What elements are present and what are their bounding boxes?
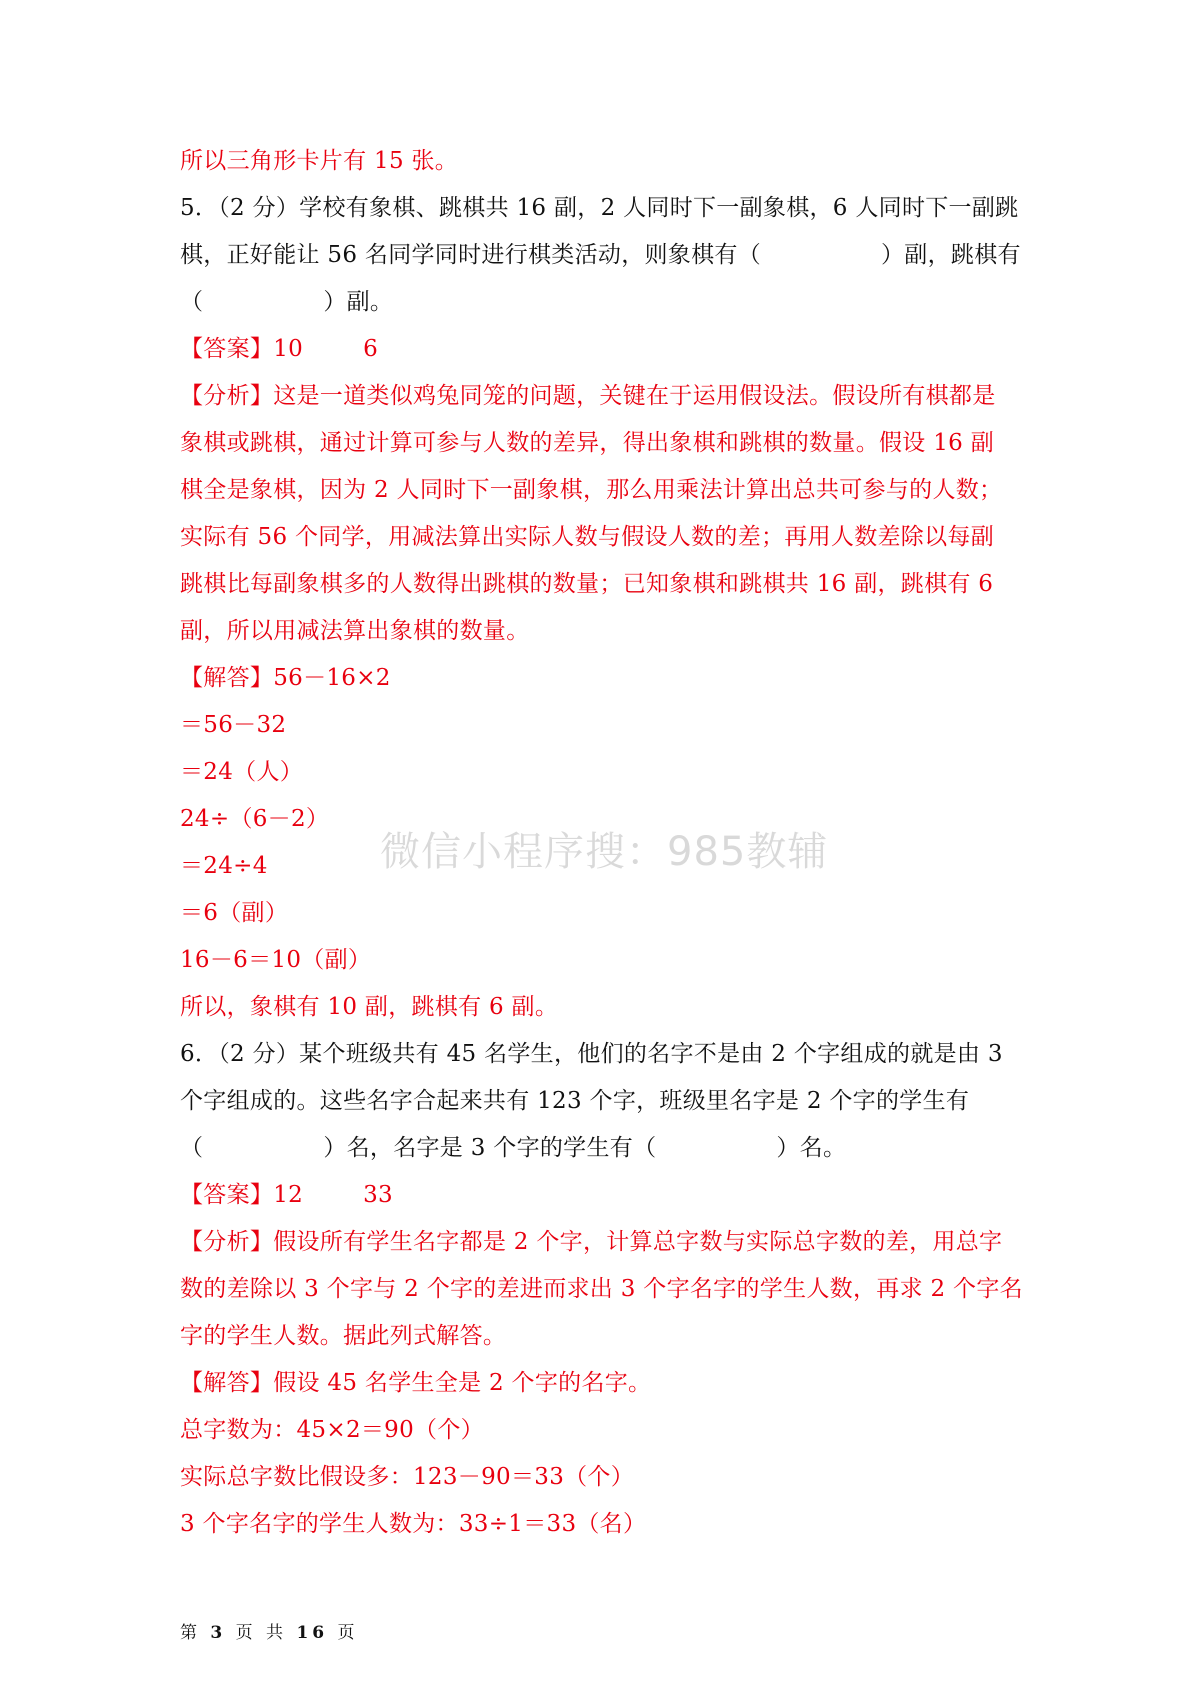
solution-line: 3 个字名字的学生人数为：33÷1＝33（名） (180, 1511, 647, 1537)
footer-middle: 页 共 (235, 1623, 288, 1643)
question-6-stem: 6．（2 分）某个班级共有 45 名学生，他们的名字不是由 2 个字组成的就是由 3 (180, 1041, 1003, 1067)
analysis-line: 【分析】假设所有学生名字都是 2 个字，计算总字数与实际总字数的差，用总字 (180, 1229, 1003, 1255)
solution-line: 16－6＝10（副） (180, 947, 372, 973)
solution-line: 【解答】56－16×2 (180, 665, 391, 691)
page-footer (180, 1618, 359, 1643)
analysis-line: 跳棋比每副象棋多的人数得出跳棋的数量；已知象棋和跳棋共 16 副，跳棋有 6 (180, 571, 994, 597)
analysis-line: 棋全是象棋，因为 2 人同时下一副象棋，那么用乘法计算出总共可参与的人数； (180, 477, 1003, 503)
question-6-stem: （ ）名，名字是 3 个字的学生有（ ）名。 (180, 1135, 847, 1161)
solution-line: 【解答】假设 45 名学生全是 2 个字的名字。 (180, 1370, 652, 1396)
analysis-line: 实际有 56 个同学，用减法算出实际人数与假设人数的差；再用人数差除以每副 (180, 524, 994, 550)
answer-line: 【答案】12 33 (180, 1182, 393, 1208)
question-6-stem: 个字组成的。这些名字合起来共有 123 个字，班级里名字是 2 个字的学生有 (180, 1088, 970, 1114)
solution-line: ＝24（人） (180, 759, 304, 785)
question-5-stem: 棋，正好能让 56 名同学同时进行棋类活动，则象棋有（ ）副，跳棋有 (180, 242, 1021, 268)
solution-line: ＝56－32 (180, 712, 287, 738)
analysis-line: 数的差除以 3 个字与 2 个字的差进而求出 3 个字名字的学生人数，再求 2 个字名 (180, 1276, 1023, 1302)
question-5-stem: （ ）副。 (180, 289, 394, 315)
solution-line: 总字数为：45×2＝90（个） (180, 1417, 484, 1443)
text-line: 所以三角形卡片有 15 张。 (180, 148, 459, 174)
footer-suffix: 页 (337, 1623, 359, 1643)
analysis-line: 【分析】这是一道类似鸡兔同笼的问题，关键在于运用假设法。假设所有棋都是 (180, 383, 996, 409)
analysis-line: 象棋或跳棋，通过计算可参与人数的差异，得出象棋和跳棋的数量。假设 16 副 (180, 430, 994, 456)
solution-line: ＝24÷4 (180, 853, 268, 879)
page-number: 3 (210, 1623, 227, 1643)
analysis-line: 字的学生人数。据此列式解答。 (180, 1323, 507, 1349)
question-5-stem: 5．（2 分）学校有象棋、跳棋共 16 副，2 人同时下一副象棋，6 人同时下一副跳 (180, 195, 1019, 221)
solution-line: 所以，象棋有 10 副，跳棋有 6 副。 (180, 994, 559, 1020)
footer-prefix: 第 (180, 1623, 201, 1643)
solution-line: 实际总字数比假设多：123－90＝33（个） (180, 1464, 635, 1490)
solution-line: 24÷（6－2） (180, 806, 330, 832)
answer-line: 【答案】10 6 (180, 336, 379, 362)
total-pages: 16 (296, 1623, 329, 1643)
solution-line: ＝6（副） (180, 900, 289, 926)
analysis-line: 副，所以用减法算出象棋的数量。 (180, 618, 530, 644)
watermark: 微信小程序搜：985教辅 (380, 829, 829, 875)
